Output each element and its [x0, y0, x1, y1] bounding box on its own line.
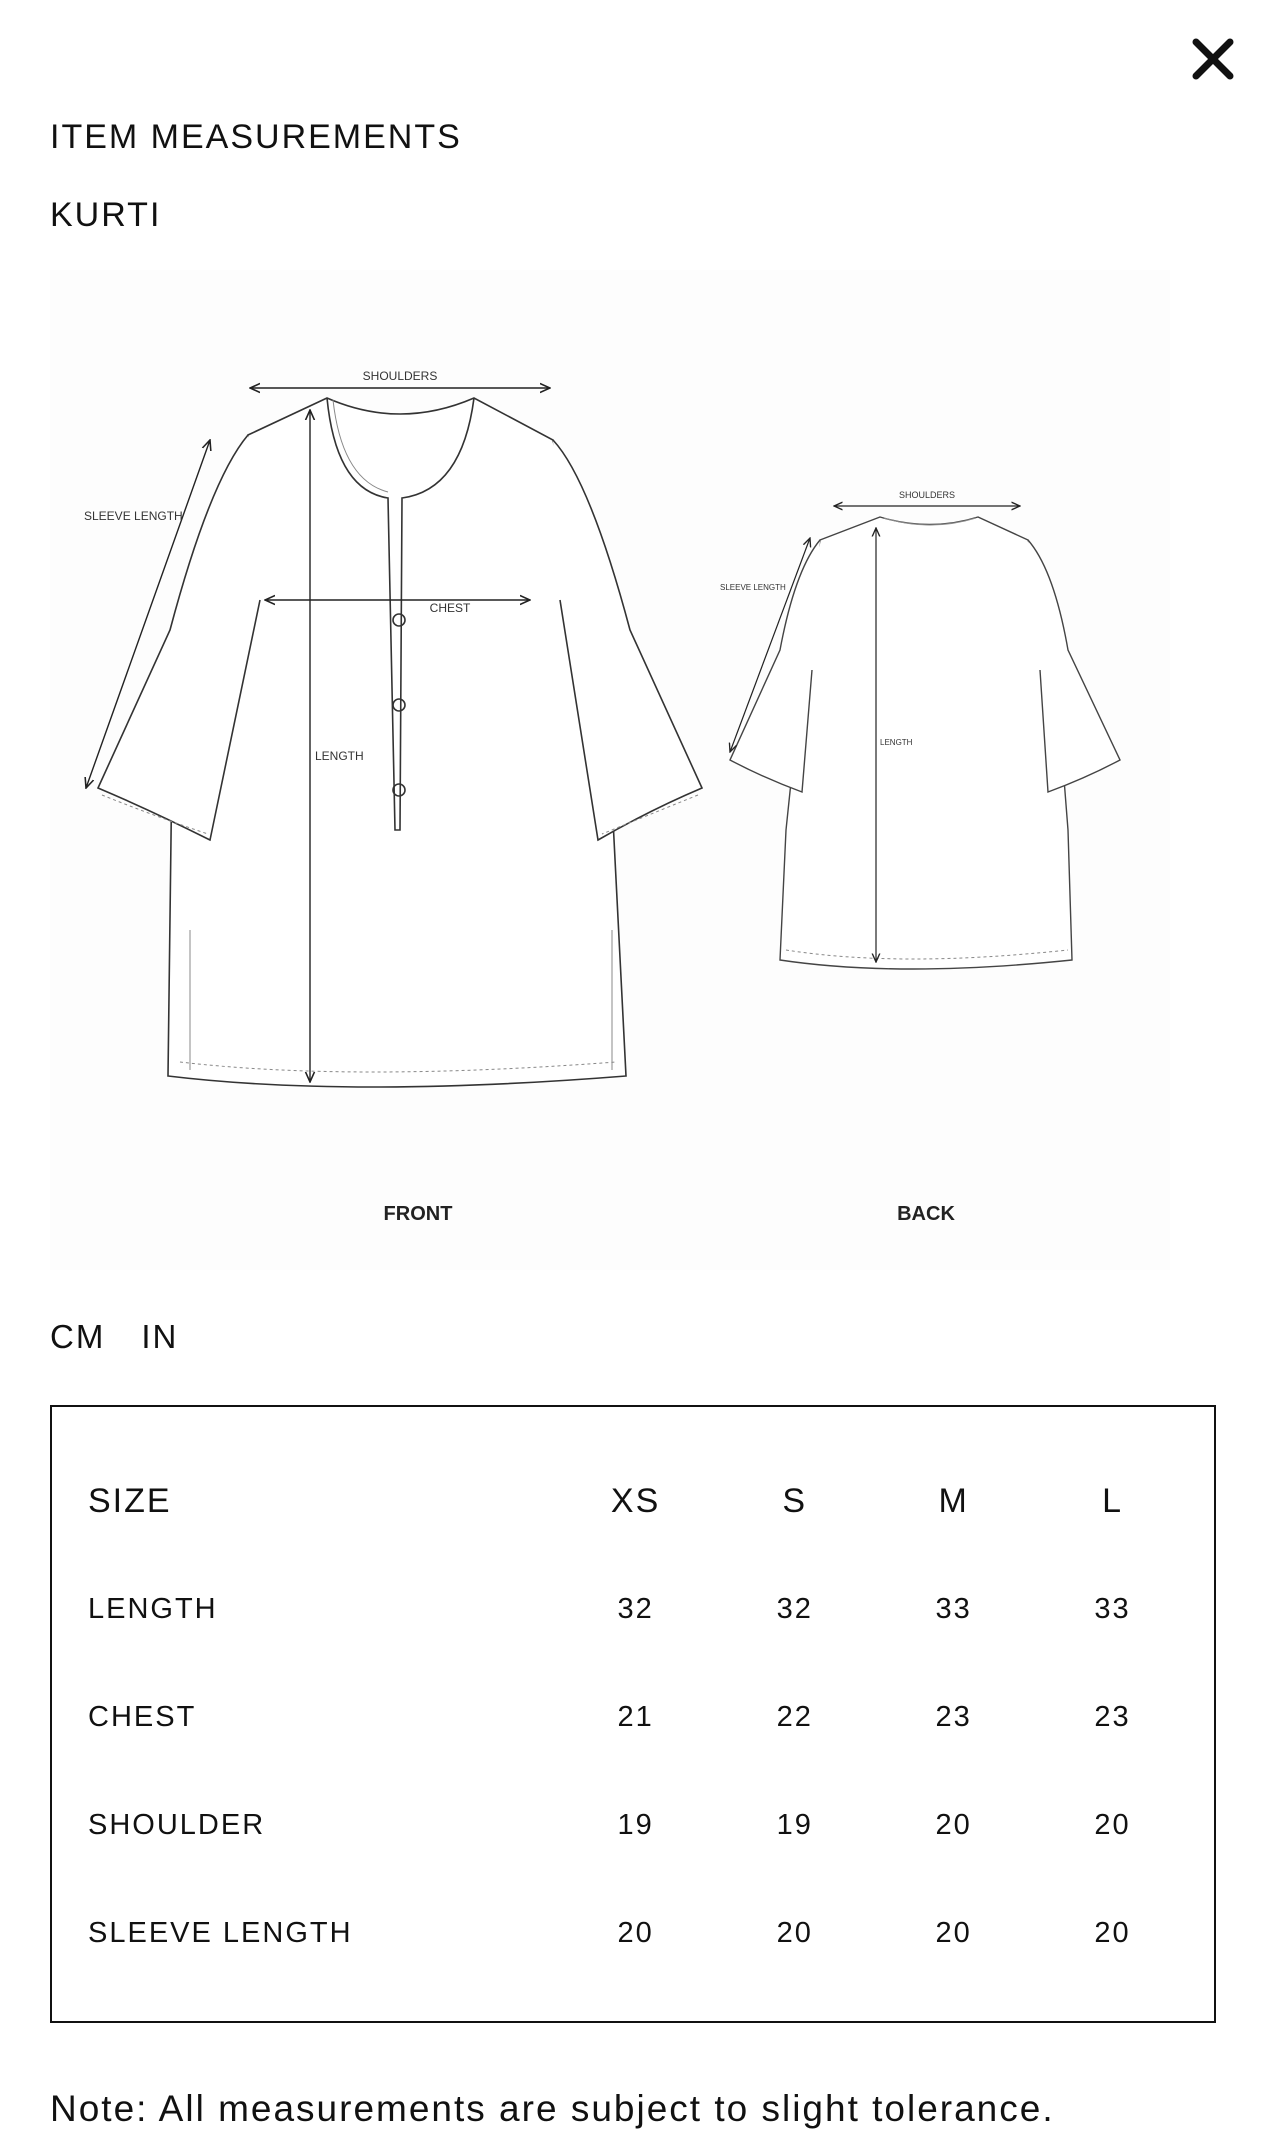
back-caption: BACK: [897, 1203, 955, 1225]
table-row: [88, 1879, 1192, 1987]
size-header-s: S: [782, 1481, 808, 1520]
back-length-label: LENGTH: [880, 738, 913, 747]
tolerance-note: Note: All measurements are subject to slight tolerance.: [50, 2088, 1055, 2129]
row-label: SLEEVE LENGTH: [88, 1916, 353, 1949]
table-cell: 20: [935, 1808, 972, 1841]
table-cell: 19: [617, 1808, 654, 1841]
table-cell: 20: [617, 1916, 654, 1949]
table-cell: 21: [617, 1700, 654, 1733]
unit-option-in[interactable]: IN: [141, 1318, 179, 1355]
row-label: CHEST: [88, 1700, 197, 1733]
table-cell: 33: [1094, 1592, 1131, 1625]
front-chest-label: CHEST: [429, 601, 471, 615]
table-cell: 19: [776, 1808, 813, 1841]
table-row: [88, 1555, 1192, 1663]
close-icon: [1190, 36, 1236, 82]
table-cell: 20: [776, 1916, 813, 1949]
close-button[interactable]: [1190, 36, 1236, 82]
table-cell: 23: [1094, 1700, 1131, 1733]
product-name: KURTI: [50, 196, 162, 234]
table-cell: 22: [776, 1700, 813, 1733]
front-sleeve-length-label: SLEEVE LENGTH: [84, 509, 183, 523]
front-caption: FRONT: [383, 1203, 453, 1225]
size-header-label: SIZE: [88, 1481, 172, 1520]
front-shoulders-label: SHOULDERS: [362, 369, 438, 383]
size-header-xs: XS: [610, 1481, 661, 1520]
back-shoulders-label: SHOULDERS: [898, 490, 956, 500]
table-cell: 32: [776, 1592, 813, 1625]
table-cell: 23: [935, 1700, 972, 1733]
size-header-m: M: [938, 1481, 969, 1520]
back-sleeve-length-label: SLEEVE LENGTH: [720, 583, 786, 592]
table-cell: 20: [1094, 1808, 1131, 1841]
size-header-l: L: [1102, 1481, 1123, 1520]
unit-option-cm[interactable]: CM: [50, 1318, 106, 1355]
table-cell: 20: [935, 1916, 972, 1949]
page-title: ITEM MEASUREMENTS: [50, 118, 462, 156]
front-length-label: LENGTH: [315, 749, 364, 763]
back-garment-illustration: [730, 517, 1120, 969]
unit-toggle: [50, 1318, 178, 1356]
measurement-diagram: [50, 270, 1170, 1270]
table-cell: 32: [617, 1592, 654, 1625]
table-cell: 20: [1094, 1916, 1131, 1949]
row-label: LENGTH: [88, 1592, 218, 1625]
table-row: [88, 1663, 1192, 1771]
size-table: [88, 1447, 1192, 1987]
table-header-row: [88, 1447, 1192, 1555]
row-label: SHOULDER: [88, 1808, 266, 1841]
size-chart: [50, 1405, 1216, 2023]
table-cell: 33: [935, 1592, 972, 1625]
table-row: [88, 1771, 1192, 1879]
